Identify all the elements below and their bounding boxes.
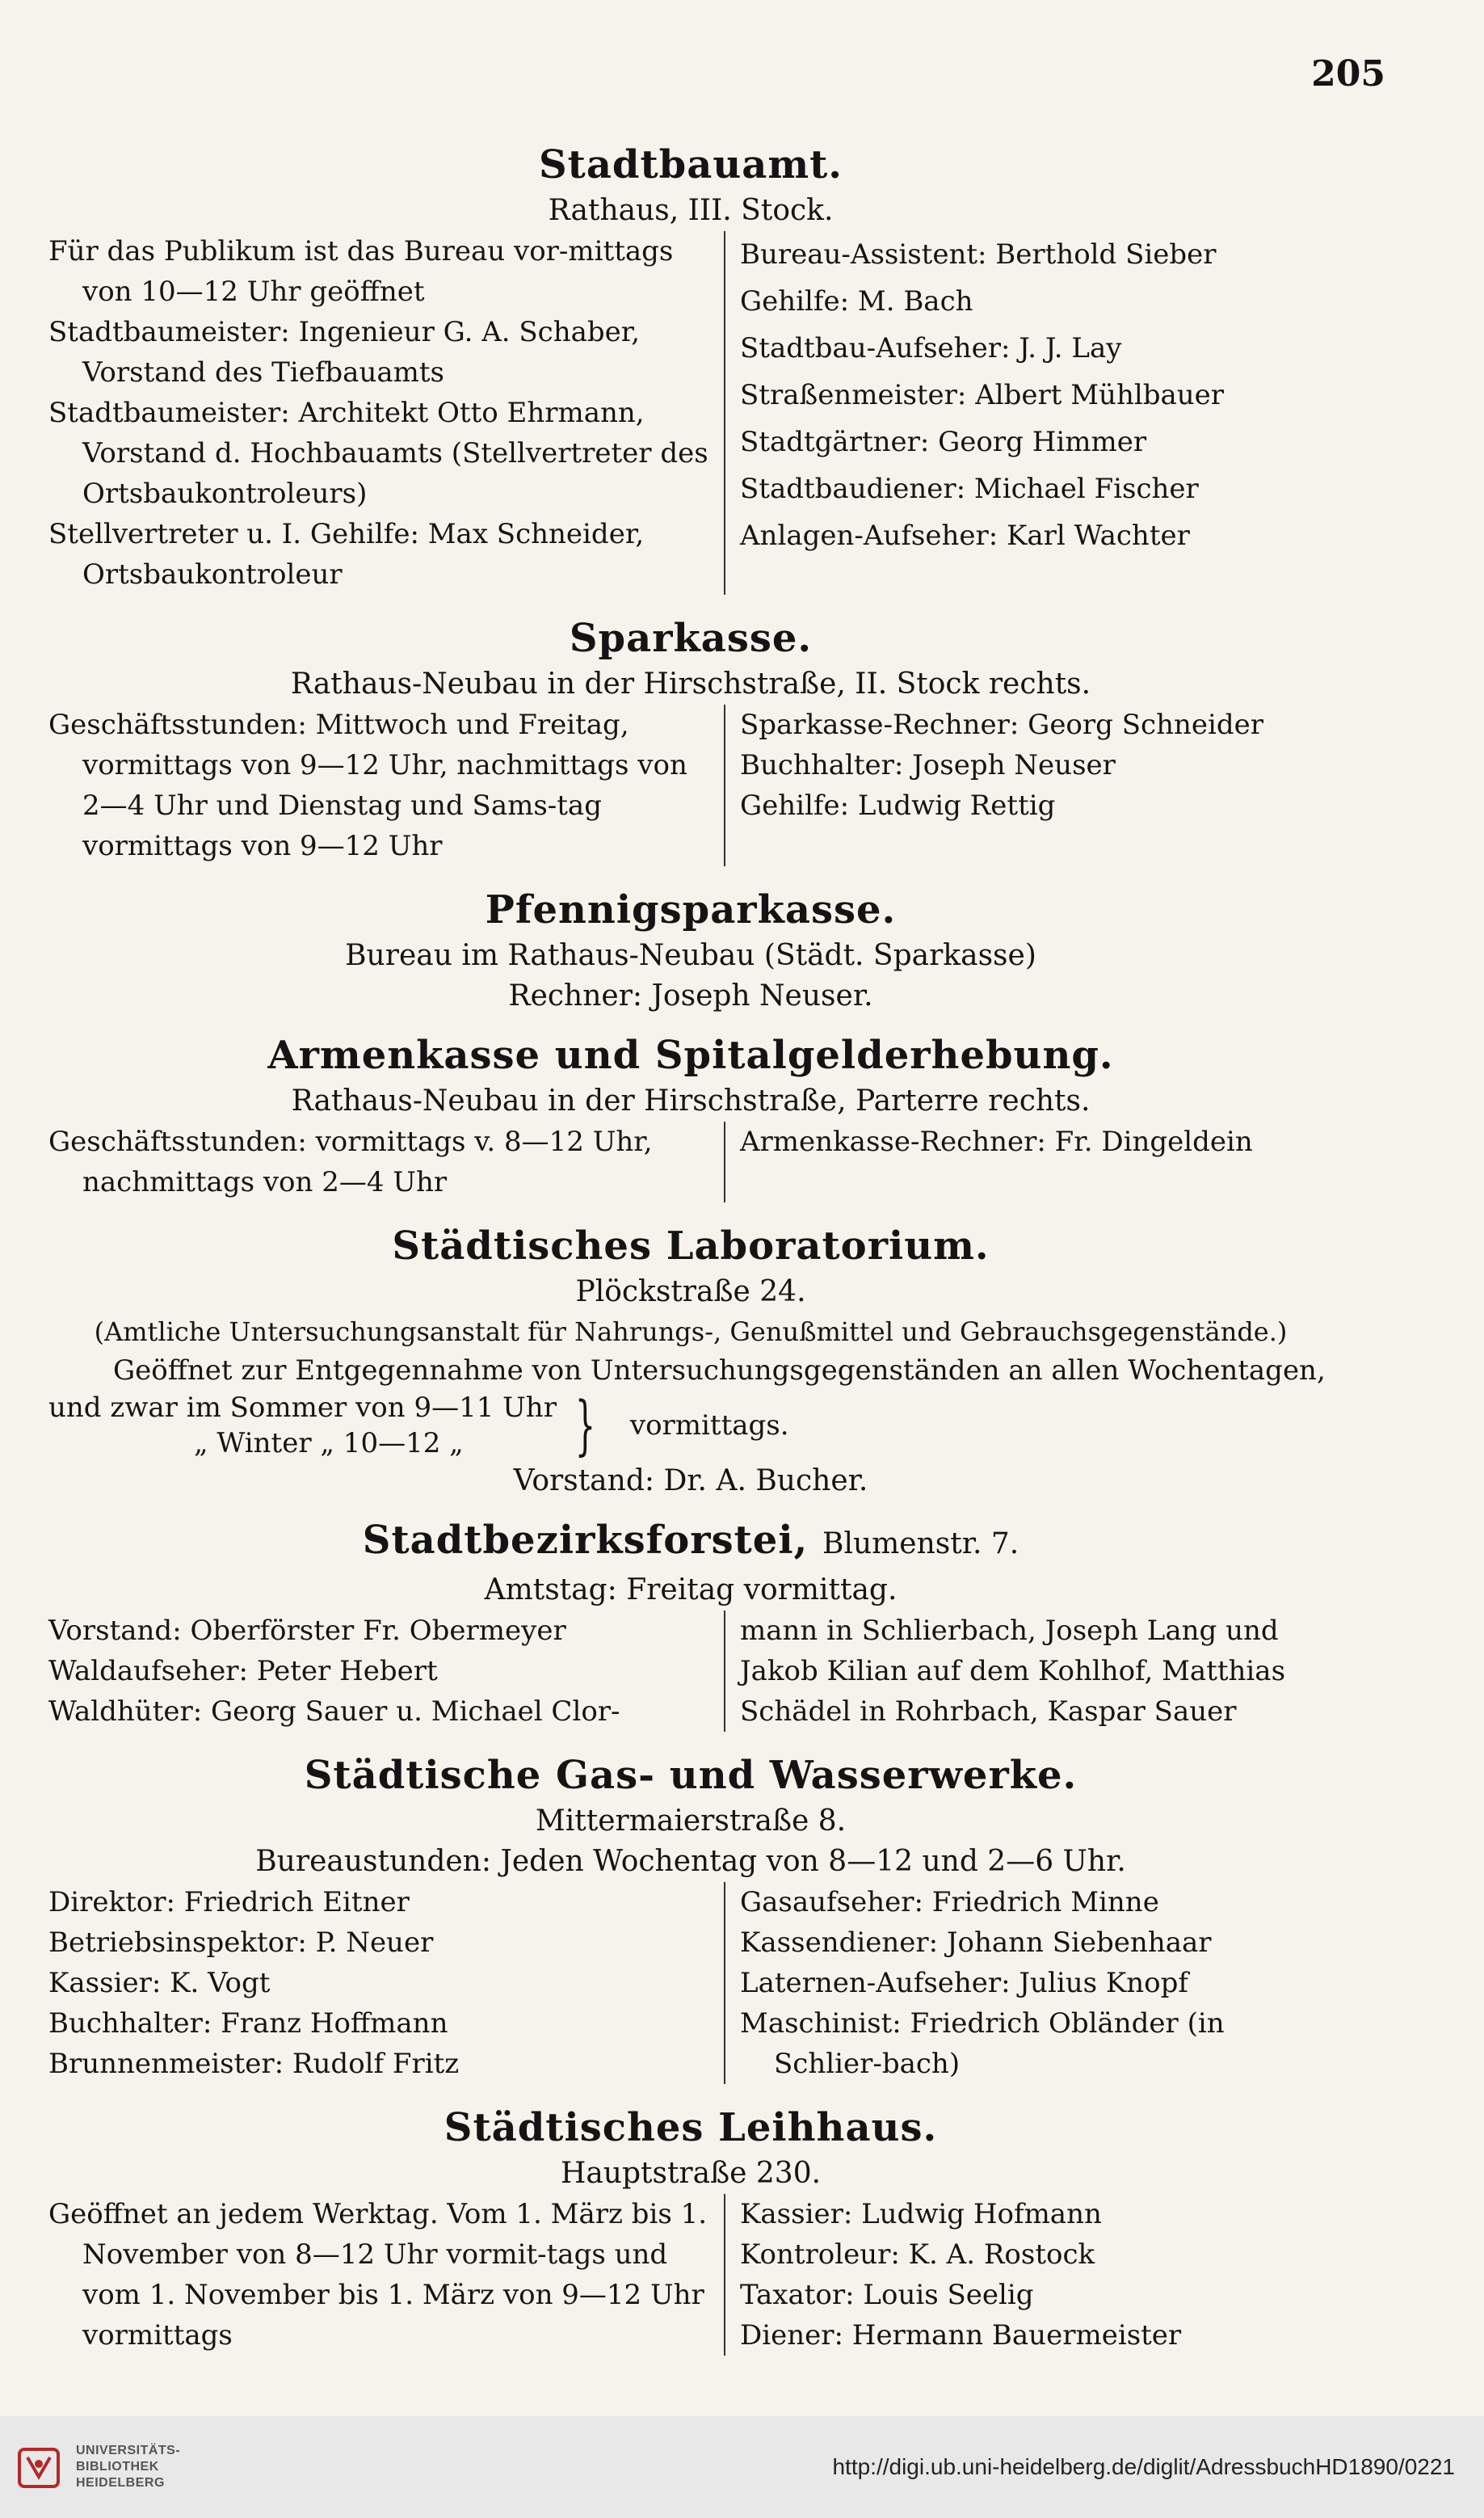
section-location: Rathaus-Neubau in der Hirschstraße, II. Stock rechts. [290,667,1091,701]
entry: Geöffnet an jedem Werktag. Vom 1. März bis 1. November von 8—12 Uhr vormit-tags und vom 1. November bis 1. März von 9—12 Uhr vormittags [48,2198,708,2352]
two-column-block [48,1882,1333,2084]
section-title-row [48,1514,1333,1570]
entry: Sparkasse-Rechner: Georg Schneider [740,709,1263,741]
amtstag-line: Amtstag: Freitag vormittag. [484,1573,898,1606]
section-location: Hauptstraße 230. [560,2157,822,2190]
entry: Straßenmeister: Albert Mühlbauer [740,379,1225,411]
entry: Geschäftsstunden: Mittwoch und Freitag, vormittags von 9—12 Uhr, nachmittags von 2—4 Uhr und Dienstag und Sams-tag vormittags von 9—12 Uhr [48,709,687,862]
entry: Gehilfe: Ludwig Rettig [740,790,1056,822]
page-content [48,139,1333,2373]
section-title: Stadtbauamt. [538,142,843,187]
section-title: Städtisches Laboratorium. [392,1223,990,1269]
vorstand-line: Vorstand: Dr. A. Bucher. [513,1464,868,1497]
section-title: Pfennigsparkasse. [485,887,897,933]
entry: Kassier: K. Vogt [48,1967,271,1999]
entry: Stadtbau-Aufseher: J. J. Lay [740,332,1122,364]
entry: Stadtgärtner: Georg Himmer [740,426,1147,458]
section-location: Mittermaierstraße 8. [535,1804,847,1838]
two-column-block [48,1611,1333,1732]
left-column [48,705,725,866]
entry: Armenkasse-Rechner: Fr. Dingeldein [740,1126,1253,1158]
section-leihhaus [48,2102,1333,2356]
viewer-footer [0,2416,1484,2518]
opening-hours [48,1387,1333,1463]
entry: Buchhalter: Joseph Neuser [740,749,1116,781]
section-sparkasse [48,613,1333,866]
entry: Geschäftsstunden: vormittags v. 8—12 Uhr, nachmittags von 2—4 Uhr [48,1126,653,1198]
entry: mann in Schlierbach, Joseph Lang und [740,1615,1279,1647]
section-gaswerke [48,1750,1333,2084]
summer-hours: und zwar im Sommer von 9—11 Uhr [48,1392,557,1424]
section-title: Städtische Gas- und Wasserwerke. [304,1753,1078,1798]
logo-text [76,2443,180,2491]
winter-hours: „ Winter „ 10—12 „ [194,1427,464,1459]
section-title: Städtisches Leihhaus. [444,2105,938,2150]
section-stadtbauamt [48,139,1333,595]
library-seal-icon [13,2441,65,2493]
left-column [48,1882,725,2084]
entry: Laternen-Aufseher: Julius Knopf [740,1967,1188,1999]
entry: Diener: Hermann Bauermeister [740,2319,1182,2352]
entry: Jakob Kilian auf dem Kohlhof, Matthias [740,1655,1286,1687]
section-location: Rathaus, III. Stock. [548,194,834,227]
right-column [725,1611,1333,1732]
vormittags-label: vormittags. [629,1409,789,1442]
entry: Waldaufseher: Peter Hebert [48,1655,438,1687]
laboratorium-body [48,1272,1333,1501]
section-note: (Amtliche Untersuchungsanstalt für Nahrungs-, Genußmittel und Gebrauchsgegenstände.) [94,1316,1288,1347]
two-column-block [48,231,1333,595]
entry: Maschinist: Friedrich Obländer (in Schlier-bach) [740,2007,1225,2080]
entry: Gasaufseher: Friedrich Minne [740,1886,1159,1918]
right-column [725,231,1333,595]
section-line: Rechner: Joseph Neuser. [508,979,873,1013]
library-logo[interactable] [0,2441,180,2493]
opening-text: Geöffnet zur Entgegennahme von Untersuchungsgegenständen an allen Wochentagen, [113,1354,1326,1387]
left-column [48,1122,725,1202]
entry: Waldhüter: Georg Sauer u. Michael Clor- [48,1695,620,1728]
left-column [48,1611,725,1732]
section-forstei [48,1514,1333,1732]
entry: Stadtbaumeister: Architekt Otto Ehrmann, Vorstand d. Hochbauamts (Stellvertreter des Ortsbaukontroleurs) [48,397,708,510]
right-column [725,2194,1333,2356]
source-url-link[interactable]: http://digi.ub.uni-heidelberg.de/diglit/AdressbuchHD1890/0221 [832,2454,1455,2479]
brace-symbol: } [574,1387,596,1463]
section-title: Sparkasse. [569,616,813,661]
entry: Anlagen-Aufseher: Karl Wachter [740,520,1190,552]
entry: Kassier: Ludwig Hofmann [740,2198,1102,2230]
logo-line: UNIVERSITÄTS- [76,2444,181,2457]
hours-lines [48,1390,557,1461]
entry: Kontroleur: K. A. Rostock [740,2238,1095,2271]
section-line: Bureau im Rathaus-Neubau (Städt. Sparkasse) [345,939,1036,972]
left-column [48,231,725,595]
entry: Taxator: Louis Seelig [740,2279,1034,2311]
entry: Stellvertreter u. I. Gehilfe: Max Schneider, Ortsbaukontroleur [48,518,645,591]
right-column [725,1122,1333,1202]
entry: Kassendiener: Johann Siebenhaar [740,1926,1212,1959]
two-column-block [48,1122,1333,1202]
entry: Für das Publikum ist das Bureau vor-mittags von 10—12 Uhr geöffnet [48,235,674,308]
right-column [725,1882,1333,2084]
entry: Brunnenmeister: Rudolf Fritz [48,2048,460,2080]
section-hours: Bureaustunden: Jeden Wochentag von 8—12 und 2—6 Uhr. [255,1845,1126,1878]
entry: Buchhalter: Franz Hoffmann [48,2007,448,2040]
logo-line: BIBLIOTHEK [76,2460,159,2474]
section-laboratorium [48,1220,1333,1501]
section-title-address: Blumenstr. 7. [822,1527,1019,1560]
section-pfennigsparkasse [48,884,1333,1017]
left-column [48,2194,725,2356]
logo-line: HEIDELBERG [76,2476,165,2490]
entry: Direktor: Friedrich Eitner [48,1886,410,1918]
entry: Schädel in Rohrbach, Kaspar Sauer [740,1695,1237,1728]
entry: Vorstand: Oberförster Fr. Obermeyer [48,1615,566,1647]
entry: Stadtbaudiener: Michael Fischer [740,473,1199,505]
section-armenkasse [48,1030,1333,1202]
entry: Betriebsinspektor: P. Neuer [48,1926,434,1959]
two-column-block [48,705,1333,866]
entry: Gehilfe: M. Bach [740,285,973,318]
page-number: 205 [1311,53,1385,95]
section-title: Armenkasse und Spitalgelderhebung. [267,1033,1114,1078]
entry: Bureau-Assistent: Berthold Sieber [740,238,1217,271]
right-column [725,705,1333,866]
section-location: Plöckstraße 24. [575,1275,806,1308]
entry: Stadtbaumeister: Ingenieur G. A. Schaber, Vorstand des Tiefbauamts [48,316,641,389]
section-location: Rathaus-Neubau in der Hirschstraße, Parterre rechts. [291,1084,1091,1118]
section-title: Stadtbezirksforstei, [362,1518,809,1563]
two-column-block [48,2194,1333,2356]
